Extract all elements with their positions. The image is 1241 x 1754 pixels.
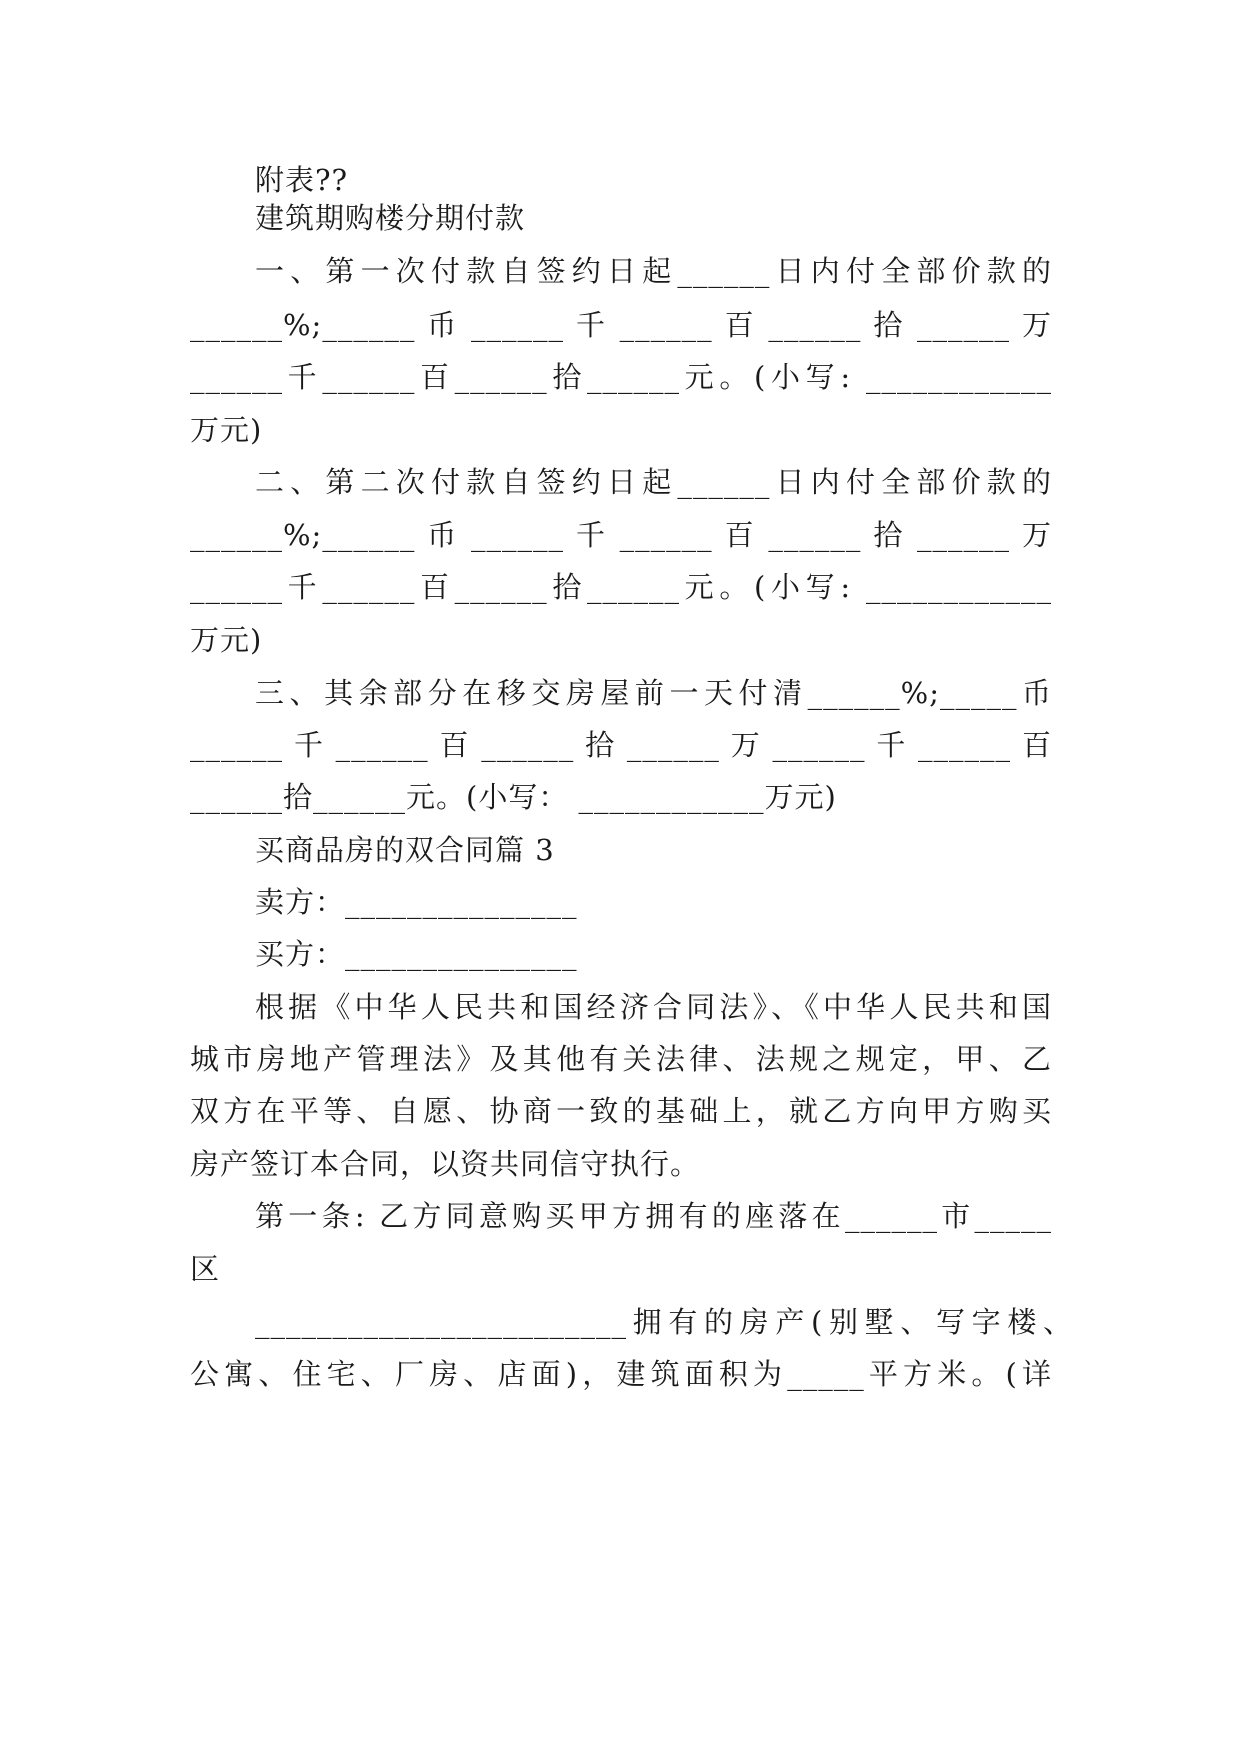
text-line: ______拾______元。(小写： ____________万元) — [190, 780, 837, 814]
text-line: 第一条: 乙方同意购买甲方拥有的座落在______市_____ — [255, 1199, 1052, 1233]
text-line: ______ 千 ______ 百 ______ 拾 ______ 万 ______ 千 ______ 百 — [190, 728, 1052, 762]
text-line: 买商品房的双合同篇 3 — [255, 833, 555, 867]
text-line: ________________________拥有的房产(别墅、写字楼、 — [255, 1305, 1073, 1339]
text-line: 附表?? — [255, 163, 349, 197]
text-line: ______千______百______拾______元。(小写: ____________ — [190, 570, 1052, 604]
text-line: 建筑期购楼分期付款 — [255, 201, 526, 235]
text-line: 买方：_______________ — [255, 937, 578, 971]
text-line: ______%;______ 币 ______ 千 ______ 百 ______ 拾 ______ 万 — [190, 518, 1052, 552]
text-line: ______%;______ 币 ______ 千 ______ 百 ______ 拾 ______ 万 — [190, 308, 1052, 342]
text-line: 区 — [190, 1252, 221, 1286]
text-line: 万元) — [190, 413, 263, 447]
text-line: 双方在平等、自愿、协商一致的基础上，就乙方向甲方购买 — [190, 1094, 1052, 1128]
text-line: 一、第一次付款自签约日起______日内付全部价款的 — [255, 254, 1052, 288]
text-line: 房产签订本合同，以资共同信守执行。 — [190, 1147, 701, 1181]
text-line: 万元) — [190, 623, 263, 657]
text-line: 卖方：_______________ — [255, 885, 578, 919]
text-line: ______千______百______拾______元。(小写: ____________ — [190, 360, 1052, 394]
text-line: 二、第二次付款自签约日起______日内付全部价款的 — [255, 465, 1052, 499]
text-line: 城市房地产管理法》及其他有关法律、法规之规定，甲、乙 — [190, 1042, 1052, 1076]
text-line: 公寓、住宅、厂房、店面)，建筑面积为_____平方米。(详 — [190, 1357, 1052, 1391]
text-line: 根据《中华人民共和国经济合同法》、《中华人民共和国 — [255, 990, 1052, 1024]
text-line: 三、其余部分在移交房屋前一天付清______%;_____币 — [255, 676, 1052, 710]
